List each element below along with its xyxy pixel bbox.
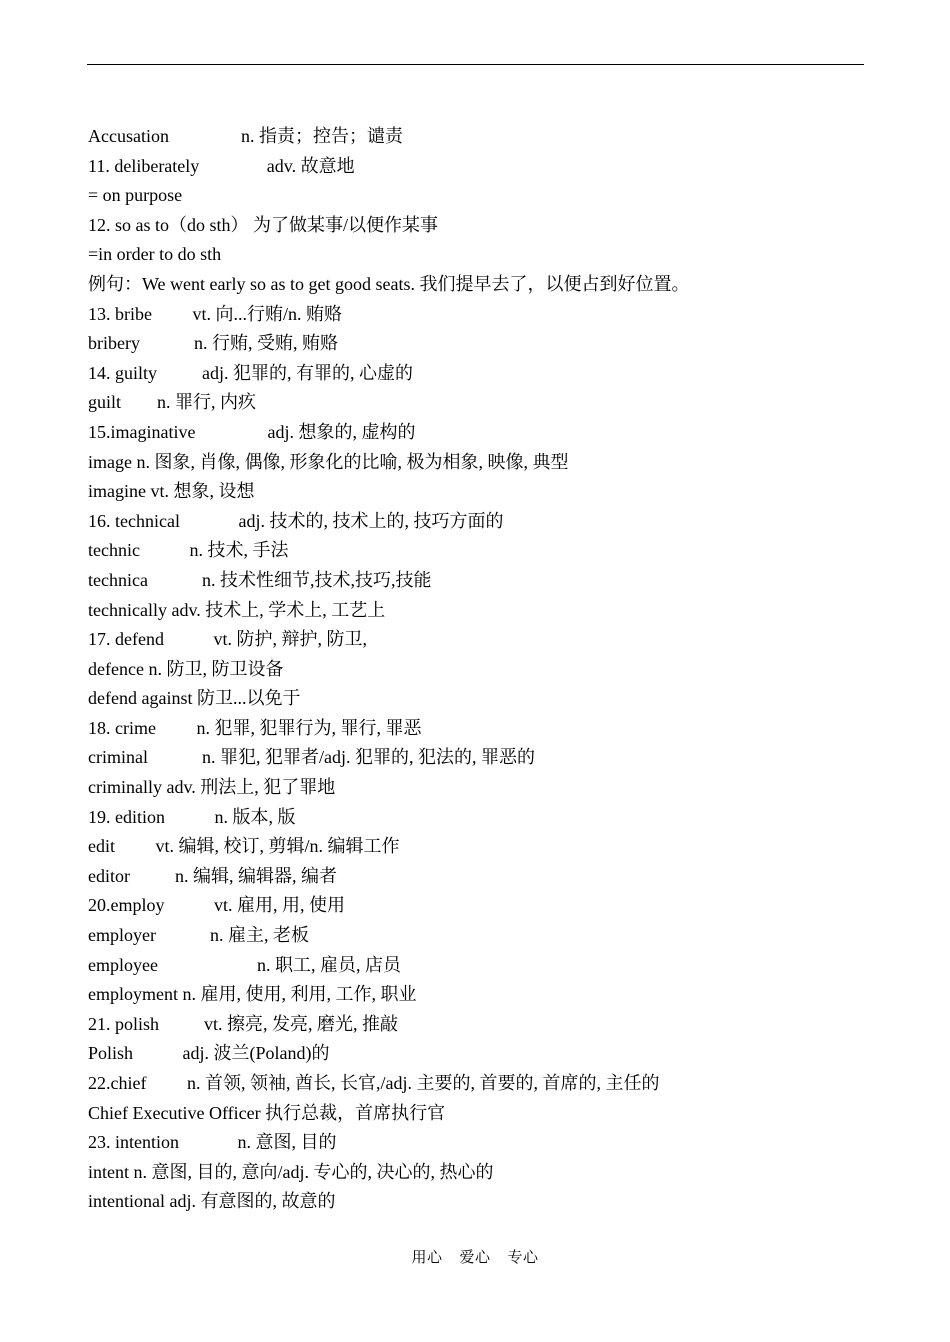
vocab-line: intentional adj. 有意图的, 故意的 <box>88 1191 336 1212</box>
vocab-line: guilt n. 罪行, 内疚 <box>88 392 257 413</box>
vocab-line: technica n. 技术性细节,技术,技巧,技能 <box>88 569 432 590</box>
vocab-line: criminal n. 罪犯, 犯罪者/adj. 犯罪的, 犯法的, 罪恶的 <box>88 747 535 768</box>
vocab-line: 21. polish vt. 擦亮, 发亮, 磨光, 推敲 <box>88 1013 399 1034</box>
vocab-line: editor n. 编辑, 编辑器, 编者 <box>88 865 337 886</box>
vocabulary-list <box>88 122 864 1217</box>
vocab-line: = on purpose <box>88 185 183 206</box>
vocab-line: employee n. 职工, 雇员, 店员 <box>88 954 401 975</box>
vocab-line: 23. intention n. 意图, 目的 <box>88 1132 337 1153</box>
vocab-line: 18. crime n. 犯罪, 犯罪行为, 罪行, 罪恶 <box>88 717 422 738</box>
vocab-line: technically adv. 技术上, 学术上, 工艺上 <box>88 599 386 620</box>
vocab-line: edit vt. 编辑, 校订, 剪辑/n. 编辑工作 <box>88 836 400 857</box>
vocab-line: 13. bribe vt. 向...行贿/n. 贿赂 <box>88 303 342 324</box>
vocab-line: 17. defend vt. 防护, 辩护, 防卫, <box>88 629 367 650</box>
vocab-line: 22.chief n. 首领, 领袖, 酋长, 长官,/adj. 主要的, 首要的, 首席的, 主任的 <box>88 1073 660 1093</box>
vocab-line: defence n. 防卫, 防卫设备 <box>88 658 284 679</box>
vocab-line: =in order to do sth <box>88 244 222 265</box>
vocab-line: 11. deliberately adv. 故意地 <box>88 155 355 176</box>
vocab-line: Polish adj. 波兰(Poland)的 <box>88 1043 330 1064</box>
vocab-line: 20.employ vt. 雇用, 用, 使用 <box>88 895 345 916</box>
page-footer: 用心 爱心 专心 <box>411 1250 539 1266</box>
vocab-line: intent n. 意图, 目的, 意向/adj. 专心的, 决心的, 热心的 <box>88 1161 494 1182</box>
vocab-line: 16. technical adj. 技术的, 技术上的, 技巧方面的 <box>88 510 504 531</box>
vocab-line: employment n. 雇用, 使用, 利用, 工作, 职业 <box>88 984 417 1005</box>
vocab-line: 19. edition n. 版本, 版 <box>88 806 296 827</box>
vocab-line: employer n. 雇主, 老板 <box>88 925 309 946</box>
vocab-line: image n. 图象, 肖像, 偶像, 形象化的比喻, 极为相象, 映像, 典型 <box>88 451 569 472</box>
vocab-line: Accusation n. 指责；控告；谴责 <box>88 126 403 146</box>
vocab-line: criminally adv. 刑法上, 犯了罪地 <box>88 777 336 798</box>
vocab-line: 12. so as to（do sth） 为了做某事/以便作某事 <box>88 214 439 235</box>
vocab-line: Chief Executive Officer 执行总裁，首席执行官 <box>88 1102 446 1123</box>
vocab-line: 14. guilty adj. 犯罪的, 有罪的, 心虚的 <box>88 362 413 383</box>
vocab-line: 15.imaginative adj. 想象的, 虚构的 <box>88 421 416 442</box>
vocab-line: imagine vt. 想象, 设想 <box>88 481 255 502</box>
vocab-line: technic n. 技术, 手法 <box>88 540 289 561</box>
header-rule <box>87 64 864 65</box>
vocab-line: 例句：We went early so as to get good seats. 我们提早去了，以便占到好位置。 <box>88 273 690 294</box>
vocab-line: defend against 防卫...以免于 <box>88 688 301 709</box>
vocab-line: bribery n. 行贿, 受贿, 贿赂 <box>88 333 338 354</box>
